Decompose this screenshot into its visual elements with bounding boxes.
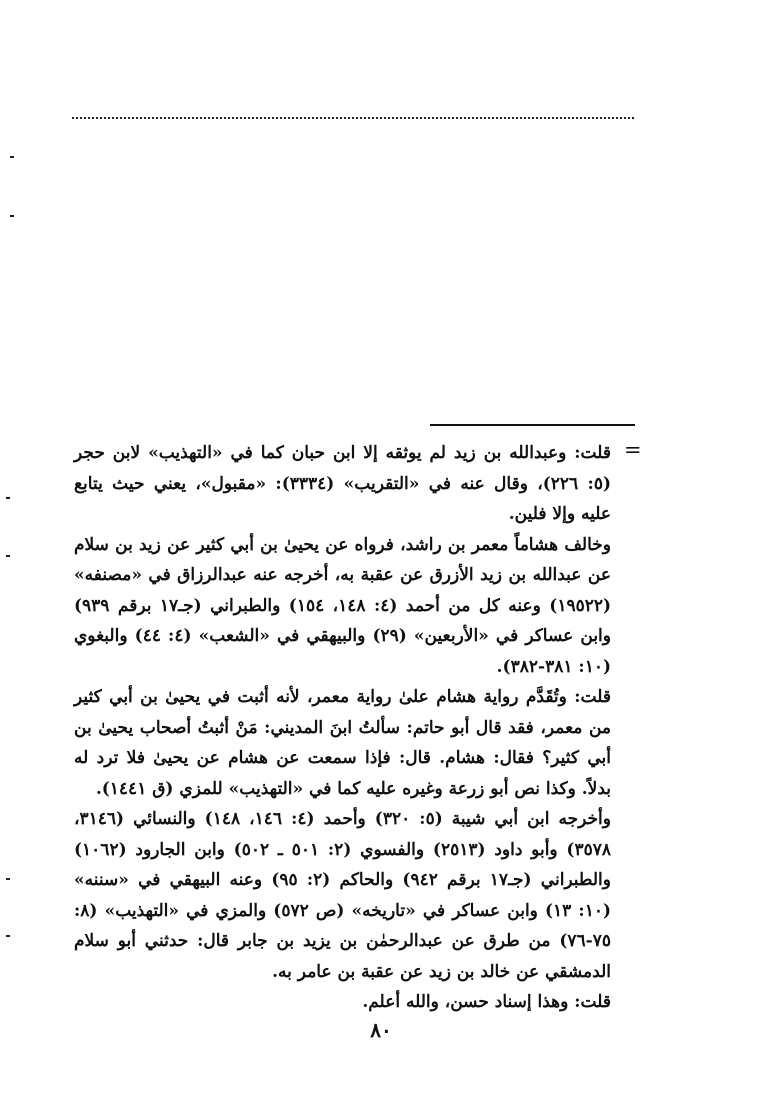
footnote-continuation-mark: = (624, 438, 642, 462)
scan-speck (10, 156, 14, 158)
footnote-body (74, 438, 611, 1018)
footnote-rule (430, 424, 635, 426)
footnote-paragraph: قلت: وهذا إسناد حسن، والله أعلم. (362, 992, 611, 1012)
scan-speck (6, 935, 10, 937)
footnote-paragraph: وخالف هشاماً معمر بن راشد، فرواه عن يحيىٰ بن أبي كثير عن زيد بن سلام عن عبدالله بن زيد الأزرق عن عقبة به، أخرجه عنه عبدالرزاق في «مصنفه» (١٩٥٢٢) وعنه كل من أحمد (٤: ١٤٨، ١٥٤) والطبراني (جـ١٧ برقم ٩٣٩) وابن عساكر في «الأربعين» (٢٩) والبيهقي في «الشعب» (٤: ٤٤) والبغوي (١٠: ٣٨١-٣٨٢). (74, 534, 612, 677)
page-number: ٨٠ (370, 1018, 392, 1042)
scan-speck (6, 878, 10, 880)
dotted-separator (72, 117, 634, 119)
scan-speck (6, 497, 10, 499)
footnote-paragraph: قلت: وعبدالله بن زيد لم يوثقه إلا ابن حبان كما في «التهذيب» لابن حجر (٥: ٢٢٦)، وقال عنه في «التقريب» (٣٣٣٤): «مقبول»، يعني حيث يتابع عليه وإلا فلين. (74, 443, 612, 524)
footnote-paragraph: وأخرجه ابن أبي شيبة (٥: ٣٢٠) وأحمد (٤: ١٤٦، ١٤٨) والنسائي (٣١٤٦، ٣٥٧٨) وأبو داود (٢٥١٣) والفسوي (٢: ٥٠١ ـ ٥٠٢) وابن الجارود (١٠٦٢) والطبراني (جـ١٧ برقم ٩٤٢) والحاكم (٢: ٩٥) وعنه البيهقي في «سننه» (١٠: ١٣) وابن عساكر في «تاريخه» (ص ٥٧٢) والمزي في «التهذيب» (٨: ٧٥-٧٦) من طرق عن عبدالرحمٰن بن يزيد بن جابر قال: حدثني أبو سلام الدمشقي عن خالد بن زيد عن عقبة بن عامر به. (74, 809, 611, 982)
scan-speck (6, 555, 10, 557)
footnote-paragraph: قلت: وتُقَدَّم رواية هشام علىٰ رواية معمر، لأنه أثبت في يحيىٰ بن أبي كثير من معمر، فقد قال أبو حاتم: سألتُ ابنَ المديني: مَنْ أثبتُ أصحاب يحيىٰ بن أبي كثير؟ فقال: هشام. قال: فإذا سمعت عن هشام عن يحيىٰ فلا ترد له بدلاً. وكذا نص أبو زرعة وغيره عليه كما في «التهذيب» للمزي (ق ١٤٤١). (74, 687, 611, 799)
scan-speck (10, 215, 14, 217)
